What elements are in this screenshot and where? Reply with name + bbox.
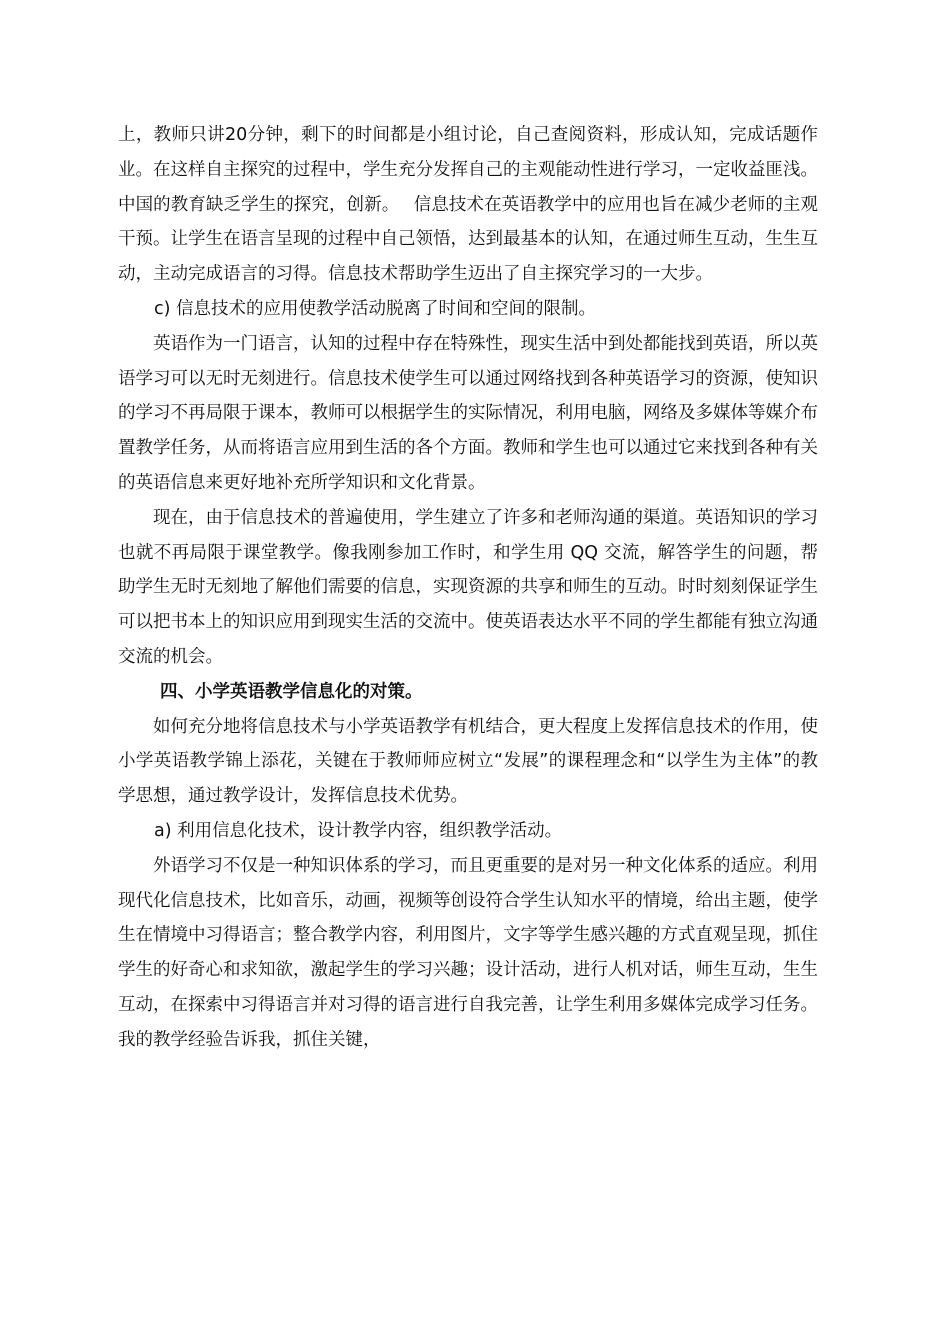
section-heading-4: 四、小学英语教学信息化的对策。 (160, 681, 423, 702)
paragraph-english-language: 英语作为一门语言，认知的过程中存在特殊性，现实生活中到处都能找到英语，所以英语学习可以无时无刻进行。信息技术使学生可以通过网络找到各种英语学习的资源，使知识的学习不再局限于课本，教师可以根据学生的实际情况，利用电脑，网络及多媒体等媒介布置教学任务，从而将语言应用到生活的各个方面。教师和学生也可以通过它来找到各种有关的英语信息来更好地补充所学知识和文化背景。 (118, 333, 818, 493)
list-item-c: c) 信息技术的应用使教学活动脱离了时间和空间的限制。 (154, 298, 597, 319)
list-item-a: a) 利用信息化技术，设计教学内容，组织教学活动。 (154, 820, 563, 841)
document-body (118, 118, 818, 1058)
paragraph-continuation: 上，教师只讲20分钟，剩下的时间都是小组讨论，自己查阅资料，形成认知，完成话题作业。在这样自主探究的过程中，学生充分发挥自己的主观能动性进行学习，一定收益匪浅。中国的教育缺乏学生的探究，创新。 信息技术在英语教学中的应用也旨在减少老师的主观干预。让学生在语言呈现的过程中自己领悟，达到最基本的认知，在通过师生互动，生生互动，主动完成语言的习得。信息技术帮助学生迈出了自主探究学习的一大步。 (118, 125, 818, 285)
paragraph-communication: 现在，由于信息技术的普遍使用，学生建立了许多和老师沟通的渠道。英语知识的学习也就不再局限于课堂教学。像我刚参加工作时，和学生用 QQ 交流，解答学生的问题，帮助学生无时无刻地了解他们需要的信息，实现资源的共享和师生的互动。时时刻刻保证学生可以把书本上的知识应用到现实生活的交流中。使英语表达水平不同的学生都能有独立沟通交流的机会。 (118, 507, 818, 667)
paragraph-integration: 如何充分地将信息技术与小学英语教学有机结合，更大程度上发挥信息技术的作用，使小学英语教学锦上添花，关键在于教师师应树立“发展”的课程理念和“以学生为主体”的教学思想，通过教学设计，发挥信息技术优势。 (118, 716, 818, 807)
paragraph-foreign-language: 外语学习不仅是一种知识体系的学习，而且更重要的是对另一种文化体系的适应。利用现代化信息技术，比如音乐，动画，视频等创设符合学生认知水平的情境，给出主题，使学生在情境中习得语言；整合教学内容，利用图片，文字等学生感兴趣的方式直观呈现，抓住学生的好奇心和求知欲，激起学生的学习兴趣；设计活动，进行人机对话，师生互动，生生互动，在探索中习得语言并对习得的语言进行自我完善，让学生利用多媒体完成学习任务。我的教学经验告诉我，抓住关键， (118, 855, 818, 1050)
